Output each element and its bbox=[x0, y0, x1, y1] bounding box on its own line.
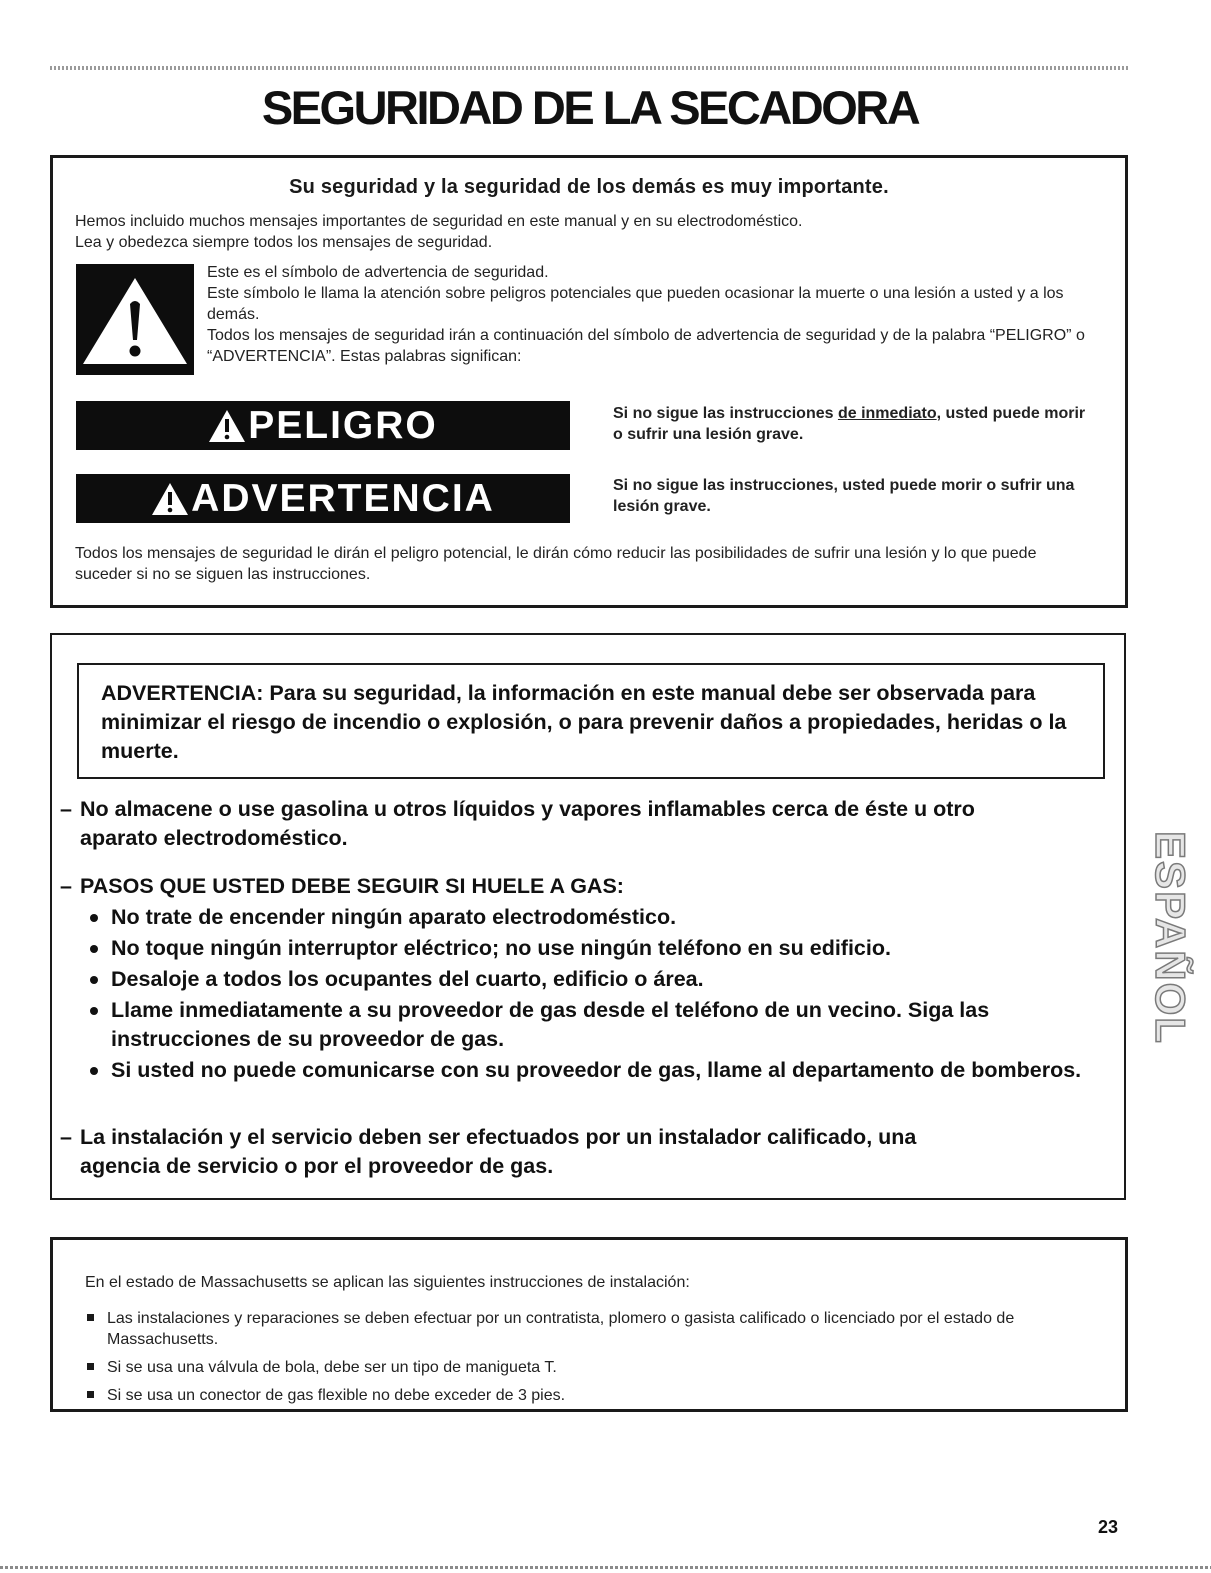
gas-instruction-text: La instalación y el servicio deben ser efectuados por un instalador calificado, una bbox=[80, 1125, 917, 1149]
list-item: Las instalaciones y reparaciones se deben efectuar por un contratista, plomero o gasista calificado o licenciado por el estado de Massachusetts. bbox=[85, 1308, 1095, 1350]
alert-triangle-icon bbox=[208, 409, 246, 443]
safety-heading: Su seguridad y la seguridad de los demás es muy importante. bbox=[289, 176, 889, 198]
page-number: 23 bbox=[1098, 1517, 1119, 1537]
danger-def-text-end: , usted puede morir o sufrir una lesión grave. bbox=[613, 405, 1086, 443]
danger-def-underline: de inmediato bbox=[837, 405, 937, 422]
massachusetts-intro: En el estado de Massachusetts se aplican las siguientes instrucciones de instalación: bbox=[85, 1274, 690, 1291]
intro-line: Hemos incluido muchos mensajes importantes de seguridad en este manual y en su electrodoméstico. bbox=[75, 213, 803, 230]
safety-intro bbox=[75, 211, 1095, 253]
symbol-text-line: Este símbolo le llama la atención sobre peligros potenciales que pueden ocasionar la muerte o una lesión a usted y a los demás. bbox=[207, 285, 1064, 323]
safety-footer: Todos los mensajes de seguridad le dirán el peligro potencial, le dirán cómo reducir las posibilidades de sufrir una lesión y lo que puede suceder si no se siguen las instrucciones. bbox=[75, 545, 1037, 583]
list-item: Llame inmediatamente a su proveedor de gas desde el teléfono de un vecino. Siga las instrucciones de su proveedor de gas. bbox=[85, 996, 1105, 1054]
list-item: No toque ningún interruptor eléctrico; no use ningún teléfono en su edificio. bbox=[85, 934, 1105, 963]
warning-word: ADVERTENCIA bbox=[191, 477, 495, 520]
warning-definition: Si no sigue las instrucciones, usted puede morir o sufrir una lesión grave. bbox=[613, 477, 1075, 515]
safety-alert-symbol-icon bbox=[76, 264, 194, 375]
massachusetts-box bbox=[50, 1237, 1128, 1412]
gas-instruction: – La instalación y el servicio deben ser efectuados por un instalador calificado, una agencia de servicio o por el proveedor de gas. bbox=[60, 1123, 1120, 1181]
danger-signal-word bbox=[76, 401, 570, 450]
gas-steps-heading-text: PASOS QUE USTED DEBE SEGUIR SI HUELE A GAS: bbox=[80, 874, 624, 898]
warning-signal-word bbox=[76, 474, 570, 523]
gas-instruction-text: aparato electrodoméstico. bbox=[80, 826, 348, 850]
list-item: Si usted no puede comunicarse con su proveedor de gas, llame al departamento de bomberos. bbox=[85, 1056, 1105, 1085]
alert-triangle-icon bbox=[151, 482, 189, 516]
gas-steps-list bbox=[85, 903, 1105, 1087]
gas-instruction-text: agencia de servicio o por el proveedor de gas. bbox=[80, 1154, 554, 1178]
symbol-text-line: Este es el símbolo de advertencia de seguridad. bbox=[207, 264, 549, 281]
gas-steps-heading: – PASOS QUE USTED DEBE SEGUIR SI HUELE A GAS: bbox=[60, 874, 624, 898]
intro-line: Lea y obedezca siempre todos los mensajes de seguridad. bbox=[75, 234, 493, 251]
list-item: No trate de encender ningún aparato electrodoméstico. bbox=[85, 903, 1105, 932]
bottom-dotted-rule bbox=[0, 1566, 1211, 1569]
symbol-explanation bbox=[207, 262, 1107, 367]
side-tab-label: ESPAÑOL bbox=[1147, 830, 1195, 1045]
top-dotted-rule bbox=[50, 66, 1128, 70]
page-title: SEGURIDAD DE LA SECADORA bbox=[261, 81, 919, 134]
gas-warning-box bbox=[50, 633, 1126, 1200]
language-side-tab bbox=[1147, 815, 1195, 1060]
warning-callout bbox=[77, 663, 1105, 779]
massachusetts-list bbox=[85, 1308, 1095, 1413]
danger-word: PELIGRO bbox=[248, 404, 438, 447]
list-item: Desaloje a todos los ocupantes del cuarto, edificio o área. bbox=[85, 965, 1105, 994]
warning-callout-text: ADVERTENCIA: Para su seguridad, la información en este manual debe ser observada para minimizar el riesgo de incendio o explosión, o para prevenir daños a propiedades, heridas o la muerte. bbox=[101, 681, 1067, 763]
gas-instruction: – No almacene o use gasolina u otros líquidos y vapores inflamables cerca de éste u otro aparato electrodoméstico. bbox=[60, 795, 1120, 853]
gas-instruction-text: No almacene o use gasolina u otros líquidos y vapores inflamables cerca de éste u otro bbox=[80, 797, 975, 821]
list-item: Si se usa una válvula de bola, debe ser un tipo de manigueta T. bbox=[85, 1357, 1095, 1378]
list-item: Si se usa un conector de gas flexible no debe exceder de 3 pies. bbox=[85, 1385, 1095, 1406]
symbol-text-line: Todos los mensajes de seguridad irán a continuación del símbolo de advertencia de seguridad y de la palabra “PELIGRO” o “ADVERTENCIA”. Estas palabras significan: bbox=[207, 327, 1085, 365]
danger-def-text: Si no sigue las instrucciones bbox=[613, 405, 838, 422]
danger-definition bbox=[613, 403, 1093, 445]
safety-info-box bbox=[50, 155, 1128, 608]
